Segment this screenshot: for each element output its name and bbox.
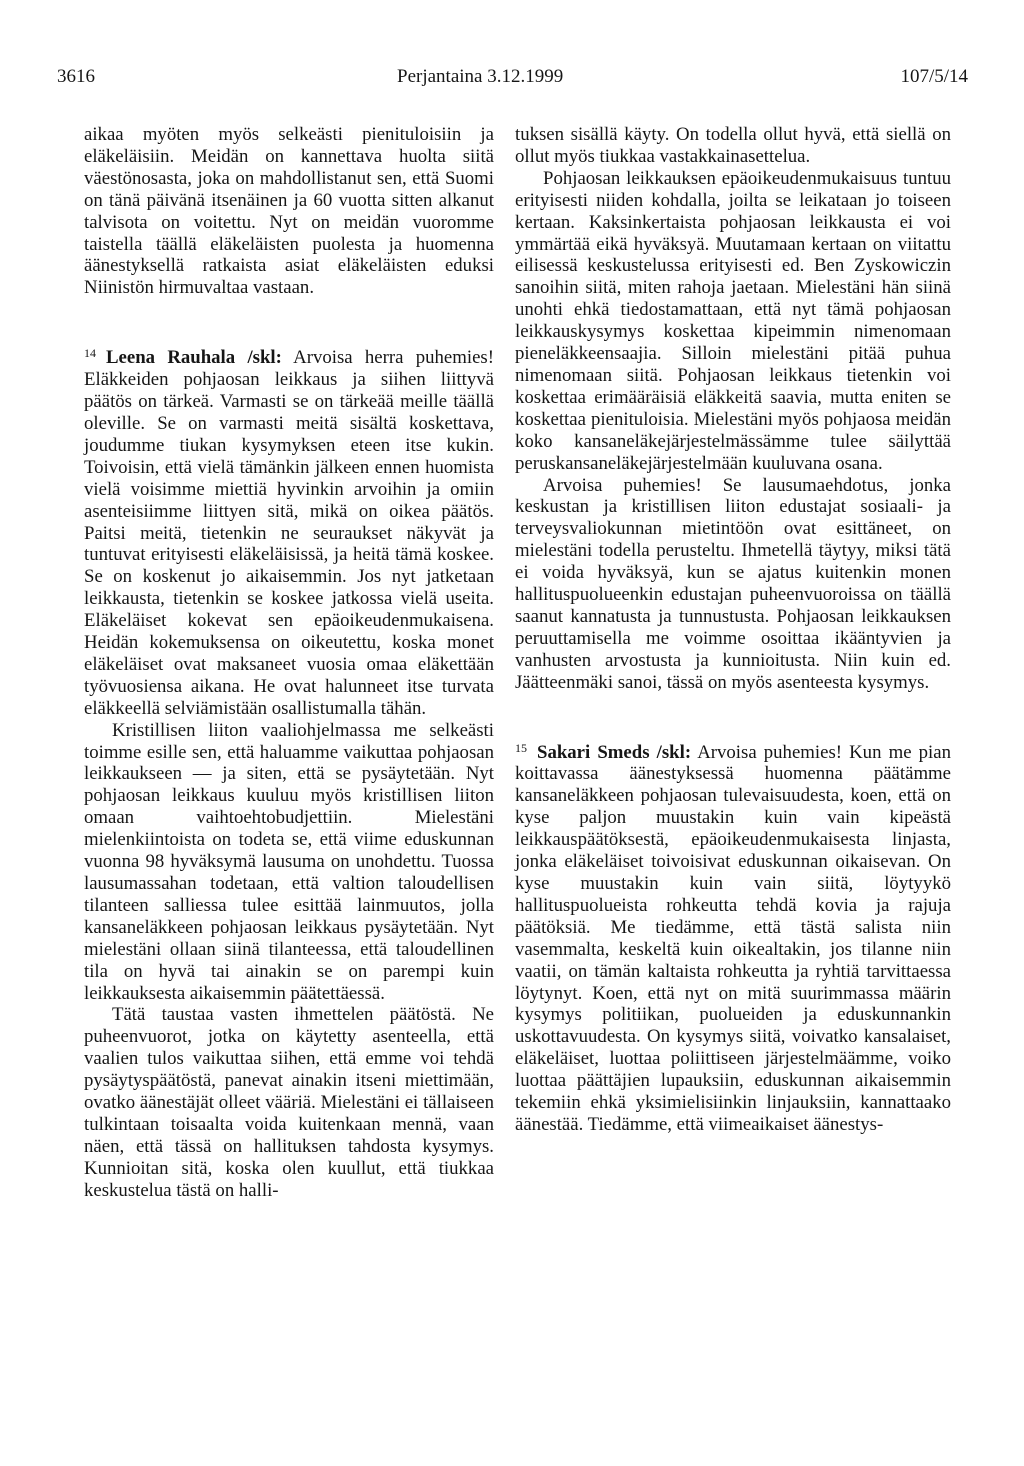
right-column bbox=[515, 124, 951, 1136]
page-number: 3616 bbox=[57, 66, 95, 87]
speech-14 bbox=[84, 343, 494, 719]
page-header bbox=[57, 66, 967, 90]
left-column bbox=[84, 124, 494, 1202]
paragraph: Kristillisen liiton vaaliohjelmassa me selkeästi toimme esille sen, että haluamme vaikuttaa pohjaosan leikkaukseen — ja siten, että se pysäytetään. Nyt pohjaosan leikkaus kuuluu myös kristillisen liiton omaan vaihtoehtobudjettiin. Mielestäni mielenkiintoista on todeta se, että viime eduskunnan vuonna 98 hyväksymä lausuma on unohdettu. Tuossa lausumassahan todetaan, että valtion taloudellisen tilanteen salliessa tulee esittää lainmuutos, jolla kansaneläkkeen pohjaosan leikkaus pysäytetään. Nyt mielestäni ollaan siinä tilanteessa, että taloudellinen tila on hyvä tai ainakin se on parempi kuin leikkauksesta aikaisemmin päätettäessä. bbox=[84, 719, 494, 1004]
paragraph: aikaa myöten myös selkeästi pienituloisiin ja eläkeläisiin. Meidän on kannettava huolta siitä väestönosasta, joka on mahdollistanut sen, että Suomi on tänä päivänä itsenäinen ja 60 vuotta sitten alkanut talvisota on voitettu. Nyt on meidän vuoromme taistella täällä eläkeläisten puolesta ja huomenna äänestyksellä ratkaista asiat eläkeläisten eduksi Niinistön hirmuvaltaa vastaan. bbox=[84, 124, 494, 299]
speech-text: Arvoisa herra puhemies! Eläkkeiden pohjaosan leikkaus ja siihen liittyvä päätös on tärkeä. Varmasti se on tärkeää meille täällä oleville. Se on varmasti meitä sisältä koskettava, joudumme tiukan kysymyksen eteen itse kukin. Toivoisin, että vielä tämänkin jälkeen ennen huomista vielä voisimme miettiä hyvinkin arvoihin ja omiin asenteisiimme liittyen sitä, mikä on oikea päätös. Paitsi meitä, tietenkin ne seuraukset näkyvät ja tuntuvat erityisesti eläkeläisissä, ja heitä tämä koskee. Se on koskenut jo aikaisemmin. Jos nyt jatketaan leikkausta, tietenkin se koskee jatkossa vielä useita. Eläkeläiset kokevat sen epäoikeudenmukaisena. Heidän kokemuksensa on oikeutettu, koska monet eläkeläiset ovat maksaneet vuosia omaa eläkettään työvuosiensa aikana. He ovat halunneet itse turvata eläkkeellä selviämistään osallistumalla tähän. bbox=[84, 347, 494, 719]
paragraph: tuksen sisällä käyty. On todella ollut hyvä, että siellä on ollut myös tiukkaa vastakkainasettelua. bbox=[515, 124, 951, 167]
speech-number: 15 bbox=[515, 740, 527, 755]
document-id: 107/5/14 bbox=[900, 66, 968, 87]
speech-number: 14 bbox=[84, 346, 96, 361]
speaker-name: Sakari Smeds /skl: bbox=[537, 741, 692, 763]
paragraph: Pohjaosan leikkauksen epäoikeudenmukaisuus tuntuu erityisesti niiden kohdalla, joilta se leikataan jo toiseen kertaan. Kaksinkertaista pohjaosan leikkausta ei voi ymmärtää eikä hyväksyä. Muutamaan kertaan on viitattu eilisessä keskustelussa erityisesti ed. Ben Zyskowiczin sanoihin siitä, miten rahoja jaetaan. Mielestäni hän siinä unohti ehkä tiedostamattaan, että nyt tämä pohjaosan leikkauskysymys koskettaa kipeimmin nimenomaan pieneläkkeensaajia. Silloin mielestäni pitää puhua nimenomaan siitä. Pohjaosan leikkaus tietenkin voi koskettaa erimääräisiä eläkkeitä saavia, mutta eniten se koskettaa pienituloisia. Mielestäni myös pohjaosa meidän koko kansaneläkejärjestelmässämme tulee säilyttää peruskansaneläkejärjestelmään kuuluvana osana. bbox=[515, 167, 951, 474]
speaker-name: Leena Rauhala /skl: bbox=[106, 347, 282, 369]
speech-text: Arvoisa puhemies! Kun me pian koittavassa äänestyksessä huomenna päätämme kansaneläkkeen pohjaosan tulevaisuudesta, koen, että on kyse paljon muustakin kuin vain kipeästä leikkauspäätöksestä, epäoikeudenmukaisesta linjasta, jonka eläkeläiset toivoisivat eduskunnan oikaisevan. On kyse muustakin kuin vain siitä, löytyykö hallituspuolueista rohkeutta tehdä kovia ja rajuja päätöksiä. Me tiedämme, että tästä salista niin vasemmalta, keskeltä kuin oikealtakin, jos tilanne niin vaatii, on tämän kaltaista rohkeutta ja ryhtiä tarvittaessa löytynyt. Koen, että nyt on mitä suurimmassa määrin kysymys politiikan, puolueiden ja eduskunnankin uskottavuudesta. On kysymys siitä, voivatko kansalaiset, eläkeläiset, luottaa poliittiseen järjestelmäämme, voiko luottaa päättäjien lupauksiin, eduskunnan aikaisemmin tekemiin ehkä yksimielisiinkin linjauksiin, kannattaako äänestää. Tiedämme, että viimeaikaiset äänestys- bbox=[515, 741, 951, 1135]
paragraph: Tätä taustaa vasten ihmettelen päätöstä. Ne puheenvuorot, jotka on käytetty asenteella, että vaalien tulos vaikuttaa siihen, että emme voi tehdä pysäytyspäätöstä, panevat ainakin itseni miettimään, ovatko äänestäjät olleet vääriä. Mielestäni ei tällaiseen tulkintaan toisaalta voida kuitenkaan mennä, vaan näen, että tässä on hallituksen tahdosta kysymys. Kunnioitan sitä, koska olen kuullut, että tiukkaa keskustelua tästä on halli- bbox=[84, 1004, 494, 1201]
speech-15 bbox=[515, 738, 951, 1136]
session-date: Perjantaina 3.12.1999 bbox=[397, 66, 564, 87]
paragraph: Arvoisa puhemies! Se lausumaehdotus, jonka keskustan ja kristillisen liiton edustajat sosiaali- ja terveysvaliokunnan mietintöön ovat esittäneet, on mielestäni todella perusteltu. Ihmetellä täytyy, miksi tätä ei voida hyväksyä, kun se ajatus kuitenkin monen hallituspuolueenkin edustajan puheenvuoroissa on täällä saanut kannatusta ja tunnustusta. Pohjaosan leikkauksen peruuttamisella me voimme osoittaa ikääntyvien ja vanhusten arvostusta ja kunnioitusta. Niin kuin ed. Jäätteenmäki sanoi, tässä on myös asenteesta kysymys. bbox=[515, 474, 951, 693]
